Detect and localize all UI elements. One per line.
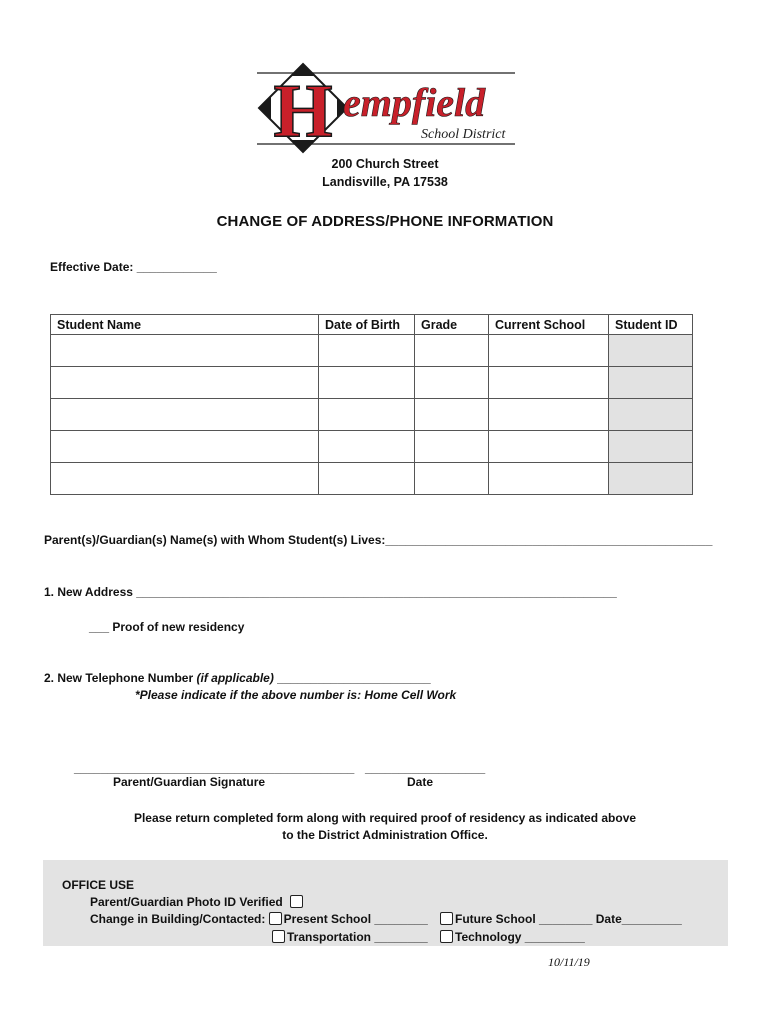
column-header-student-id: Student ID xyxy=(609,315,693,335)
column-header-student-name: Student Name xyxy=(51,315,319,335)
office-date-label[interactable]: Date_________ xyxy=(595,912,682,926)
date-of-birth-cell[interactable] xyxy=(319,431,415,463)
student-table xyxy=(50,314,693,495)
grade-cell[interactable] xyxy=(415,367,489,399)
photo-id-verified-row xyxy=(90,895,305,909)
student-name-cell[interactable] xyxy=(51,335,319,367)
current-school-cell[interactable] xyxy=(489,335,609,367)
grade-cell[interactable] xyxy=(415,431,489,463)
student-id-cell xyxy=(609,367,693,399)
address-line-1: 200 Church Street xyxy=(331,157,439,171)
logo-subtitle: School District xyxy=(421,127,506,142)
form-title: CHANGE OF ADDRESS/PHONE INFORMATION xyxy=(216,213,554,230)
new-address-field[interactable]: 1. New Address ________________________________________________________________________ xyxy=(44,585,617,599)
present-school-checkbox[interactable] xyxy=(269,912,282,925)
date-of-birth-cell[interactable] xyxy=(319,335,415,367)
future-school-label: Future School ________ xyxy=(455,912,593,926)
date-of-birth-cell[interactable] xyxy=(319,367,415,399)
present-school-label: Present School ________ xyxy=(283,912,428,926)
student-name-cell[interactable] xyxy=(51,399,319,431)
future-school-row xyxy=(440,912,682,926)
new-telephone-blank: _______________________ xyxy=(273,671,431,685)
phone-type-instruction: *Please indicate if the above number is: Home Cell Work xyxy=(135,688,457,702)
table-row xyxy=(51,399,693,431)
future-school-checkbox[interactable] xyxy=(440,912,453,925)
current-school-cell[interactable] xyxy=(489,367,609,399)
table-row xyxy=(51,463,693,495)
office-use-title: OFFICE USE xyxy=(62,878,135,892)
date-of-birth-cell[interactable] xyxy=(319,399,415,431)
office-use-section xyxy=(43,860,728,946)
photo-id-checkbox[interactable] xyxy=(290,895,303,908)
table-header-row xyxy=(51,315,693,335)
return-instructions-line-2: to the District Administration Office. xyxy=(282,828,488,842)
column-header-current-school: Current School xyxy=(489,315,609,335)
logo-letter: H xyxy=(273,69,333,153)
signature-label: Parent/Guardian Signature xyxy=(113,775,266,789)
transportation-row xyxy=(272,930,428,944)
parents-guardians-field[interactable]: Parent(s)/Guardian(s) Name(s) with Whom Student(s) Lives:_________________________________________________ xyxy=(44,533,713,547)
current-school-cell[interactable] xyxy=(489,399,609,431)
new-telephone-label: 2. New Telephone Number xyxy=(44,671,197,685)
change-in-building-row xyxy=(90,912,428,926)
new-telephone-field[interactable] xyxy=(44,671,431,685)
revision-date: 10/11/19 xyxy=(548,955,590,969)
student-name-cell[interactable] xyxy=(51,431,319,463)
student-id-cell xyxy=(609,463,693,495)
technology-label: Technology _________ xyxy=(455,930,585,944)
logo-word: empfield xyxy=(343,80,486,125)
column-header-date-of-birth: Date of Birth xyxy=(319,315,415,335)
transportation-checkbox[interactable] xyxy=(272,930,285,943)
column-header-grade: Grade xyxy=(415,315,489,335)
technology-row xyxy=(440,930,585,944)
if-applicable-note: (if applicable) xyxy=(196,671,274,685)
table-row xyxy=(51,431,693,463)
technology-checkbox[interactable] xyxy=(440,930,453,943)
current-school-cell[interactable] xyxy=(489,463,609,495)
return-instructions-line-1: Please return completed form along with required proof of residency as indicated above xyxy=(133,811,637,825)
student-id-cell xyxy=(609,431,693,463)
grade-cell[interactable] xyxy=(415,335,489,367)
date-label: Date xyxy=(407,775,434,789)
student-name-cell[interactable] xyxy=(51,367,319,399)
student-name-cell[interactable] xyxy=(51,463,319,495)
signature-line[interactable]: __________________________________________ xyxy=(74,761,355,775)
address-line-2: Landisville, PA 17538 xyxy=(322,175,448,189)
hempfield-logo xyxy=(255,62,517,158)
table-row xyxy=(51,367,693,399)
current-school-cell[interactable] xyxy=(489,431,609,463)
transportation-label: Transportation ________ xyxy=(287,930,428,944)
photo-id-label: Parent/Guardian Photo ID Verified xyxy=(90,895,283,909)
date-line[interactable]: __________________ xyxy=(365,761,486,775)
table-row xyxy=(51,335,693,367)
logo-graphic xyxy=(255,62,517,158)
grade-cell[interactable] xyxy=(415,399,489,431)
date-of-birth-cell[interactable] xyxy=(319,463,415,495)
student-id-cell xyxy=(609,335,693,367)
student-id-cell xyxy=(609,399,693,431)
effective-date-field[interactable]: Effective Date: ____________ xyxy=(50,260,217,274)
proof-of-residency-field[interactable]: ___ Proof of new residency xyxy=(89,620,245,634)
grade-cell[interactable] xyxy=(415,463,489,495)
change-in-building-label: Change in Building/Contacted: xyxy=(90,912,266,926)
